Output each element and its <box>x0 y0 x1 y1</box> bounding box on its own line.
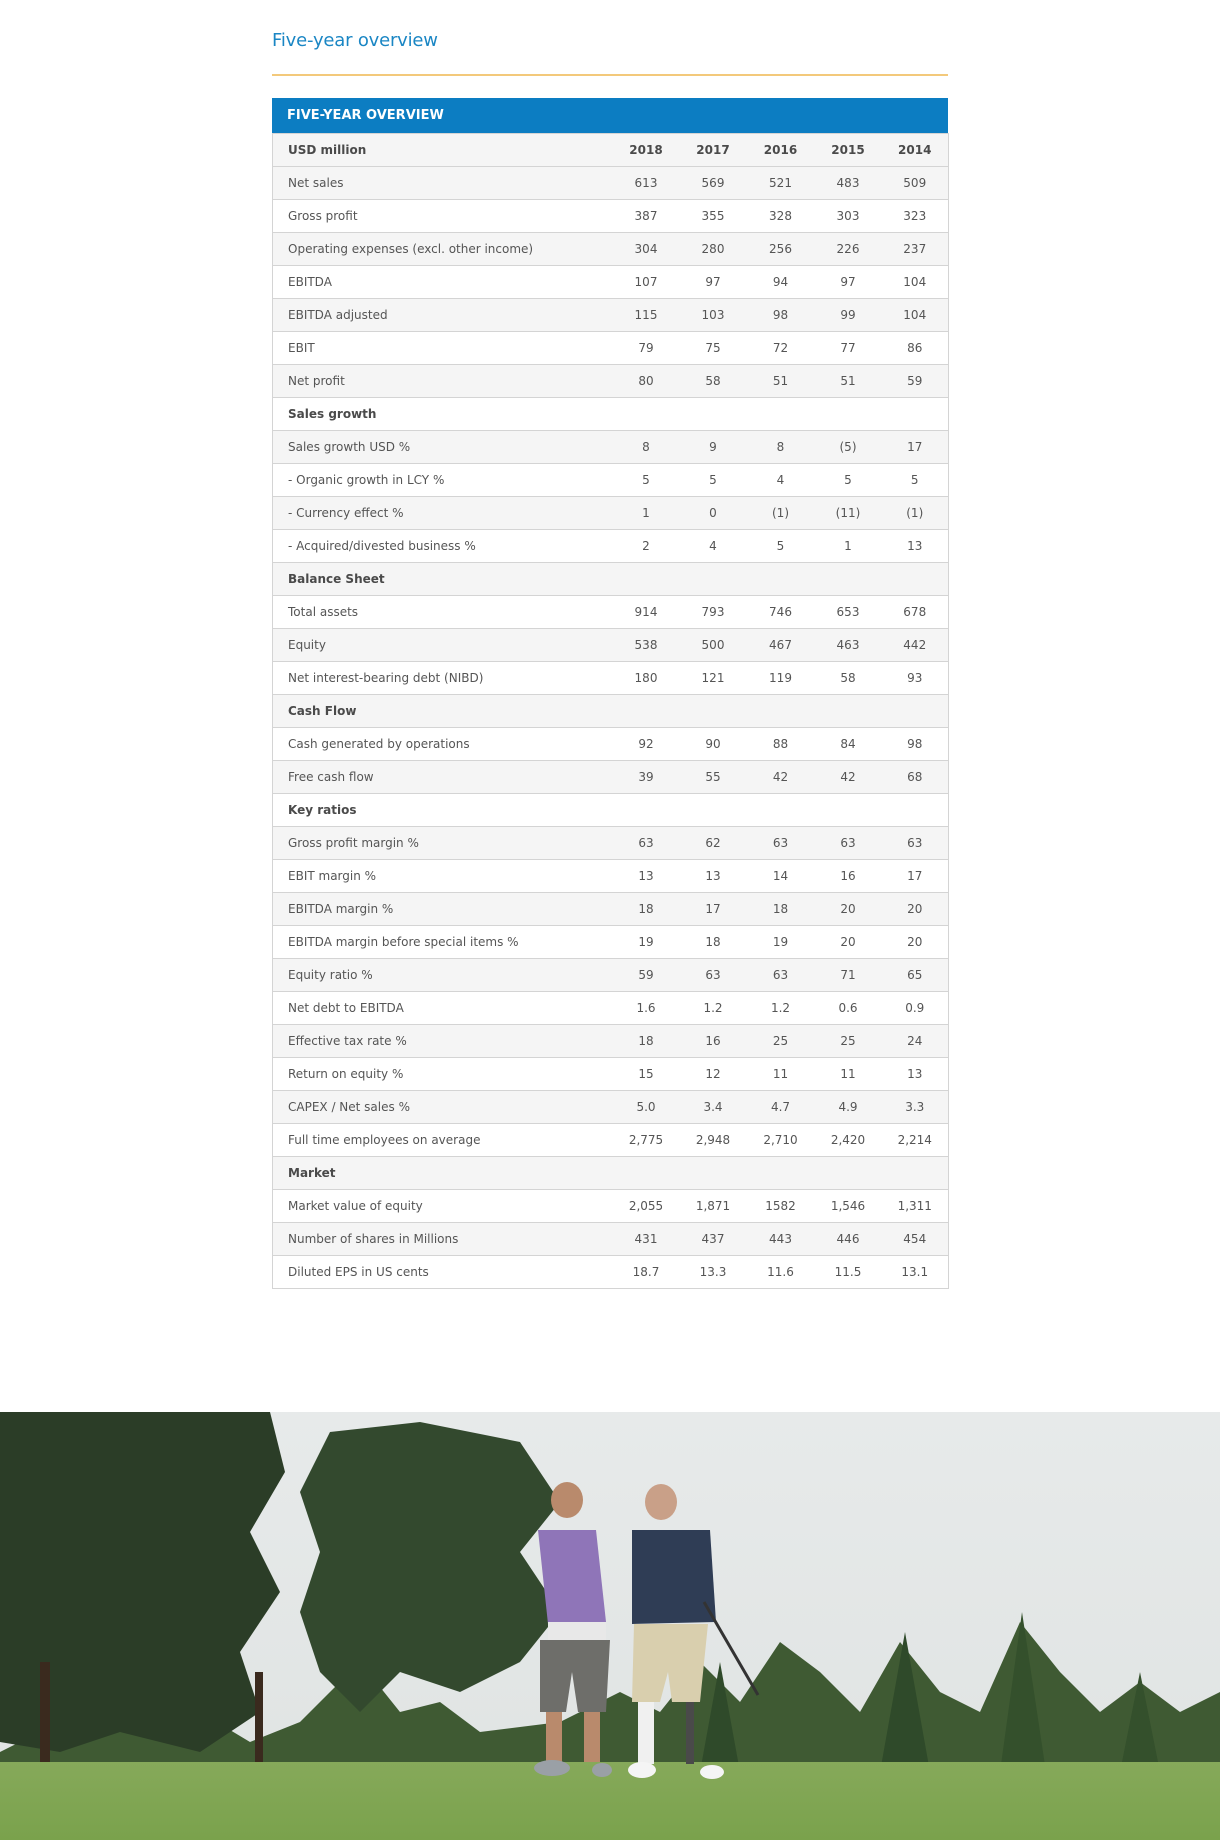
cell-value: 914 <box>613 596 680 629</box>
table-row <box>273 200 949 233</box>
cell-value: 99 <box>815 299 882 332</box>
cell-value: 17 <box>680 893 747 926</box>
cell-value: 107 <box>613 266 680 299</box>
table-banner: FIVE-YEAR OVERVIEW <box>272 98 948 133</box>
cell-value: 746 <box>747 596 815 629</box>
cell-value: 1.2 <box>747 992 815 1025</box>
cell-value: 387 <box>613 200 680 233</box>
table-row <box>273 662 949 695</box>
cell-value: 90 <box>680 728 747 761</box>
cell-value: 8 <box>613 431 680 464</box>
cell-value: 454 <box>882 1223 949 1256</box>
cell-value: 55 <box>680 761 747 794</box>
cell-value: 59 <box>882 365 949 398</box>
row-label: Operating expenses (excl. other income) <box>273 233 613 266</box>
cell-value: 24 <box>882 1025 949 1058</box>
table-row <box>273 596 949 629</box>
row-label: Market value of equity <box>273 1190 613 1223</box>
cell-value: 446 <box>815 1223 882 1256</box>
cell-value <box>680 563 747 596</box>
cell-value <box>747 1157 815 1190</box>
cell-value: 509 <box>882 167 949 200</box>
row-label: EBITDA <box>273 266 613 299</box>
cell-value: 63 <box>882 827 949 860</box>
cell-value <box>747 563 815 596</box>
cell-value: 104 <box>882 266 949 299</box>
column-header: 2015 <box>815 134 882 167</box>
row-label: Gross profit <box>273 200 613 233</box>
row-label: Net debt to EBITDA <box>273 992 613 1025</box>
cell-value <box>882 1157 949 1190</box>
cell-value: 93 <box>882 662 949 695</box>
data-table <box>272 133 949 1289</box>
table-row <box>273 1223 949 1256</box>
cell-value <box>747 695 815 728</box>
cell-value: 80 <box>613 365 680 398</box>
cell-value: 15 <box>613 1058 680 1091</box>
row-label: - Currency effect % <box>273 497 613 530</box>
cell-value: 68 <box>882 761 949 794</box>
table-row <box>273 728 949 761</box>
cell-value: (1) <box>882 497 949 530</box>
cell-value: 226 <box>815 233 882 266</box>
row-label: EBITDA margin before special items % <box>273 926 613 959</box>
cell-value: 256 <box>747 233 815 266</box>
cell-value: 2,214 <box>882 1124 949 1157</box>
cell-value: 63 <box>747 827 815 860</box>
cell-value: 2,948 <box>680 1124 747 1157</box>
page-title: Five-year overview <box>272 30 438 51</box>
table-row <box>273 299 949 332</box>
column-header: USD million <box>273 134 613 167</box>
cell-value: 4 <box>747 464 815 497</box>
cell-value <box>613 695 680 728</box>
cell-value: 5.0 <box>613 1091 680 1124</box>
cell-value: 2,420 <box>815 1124 882 1157</box>
cell-value: 63 <box>815 827 882 860</box>
table-row <box>273 233 949 266</box>
section-label: Key ratios <box>273 794 613 827</box>
cell-value <box>680 794 747 827</box>
cell-value: 303 <box>815 200 882 233</box>
cell-value: 92 <box>613 728 680 761</box>
cell-value: 13.1 <box>882 1256 949 1289</box>
section-label: Balance Sheet <box>273 563 613 596</box>
row-label: Full time employees on average <box>273 1124 613 1157</box>
cell-value: 12 <box>680 1058 747 1091</box>
table-row <box>273 497 949 530</box>
column-header: 2017 <box>680 134 747 167</box>
cell-value: 86 <box>882 332 949 365</box>
table-row <box>273 1190 949 1223</box>
cell-value <box>815 398 882 431</box>
cell-value: 77 <box>815 332 882 365</box>
table-row <box>273 629 949 662</box>
cell-value: 20 <box>882 893 949 926</box>
cell-value: 1,311 <box>882 1190 949 1223</box>
cell-value: 98 <box>882 728 949 761</box>
cell-value: 17 <box>882 860 949 893</box>
cell-value: 5 <box>882 464 949 497</box>
cell-value: 2,710 <box>747 1124 815 1157</box>
row-label: Number of shares in Millions <box>273 1223 613 1256</box>
row-label: - Acquired/divested business % <box>273 530 613 563</box>
table-row <box>273 761 949 794</box>
cell-value: 653 <box>815 596 882 629</box>
cell-value: 19 <box>613 926 680 959</box>
cell-value: 88 <box>747 728 815 761</box>
cell-value: 328 <box>747 200 815 233</box>
table-row <box>273 926 949 959</box>
golfers-photo <box>0 1412 1220 1840</box>
row-label: Return on equity % <box>273 1058 613 1091</box>
table-section-row <box>273 398 949 431</box>
cell-value: 18 <box>747 893 815 926</box>
cell-value: 18 <box>613 893 680 926</box>
cell-value: 58 <box>680 365 747 398</box>
cell-value <box>882 398 949 431</box>
title-divider <box>272 74 948 76</box>
cell-value: 11 <box>815 1058 882 1091</box>
cell-value: 25 <box>747 1025 815 1058</box>
cell-value: (11) <box>815 497 882 530</box>
cell-value: 121 <box>680 662 747 695</box>
cell-value: 483 <box>815 167 882 200</box>
table-row <box>273 530 949 563</box>
section-label: Sales growth <box>273 398 613 431</box>
row-label: Net interest-bearing debt (NIBD) <box>273 662 613 695</box>
table-row <box>273 167 949 200</box>
cell-value: 538 <box>613 629 680 662</box>
cell-value: 4.7 <box>747 1091 815 1124</box>
cell-value: 2,775 <box>613 1124 680 1157</box>
cell-value: 75 <box>680 332 747 365</box>
cell-value: 5 <box>747 530 815 563</box>
table-section-row <box>273 794 949 827</box>
cell-value <box>882 695 949 728</box>
cell-value: 2 <box>613 530 680 563</box>
column-header: 2014 <box>882 134 949 167</box>
cell-value: 442 <box>882 629 949 662</box>
cell-value: 280 <box>680 233 747 266</box>
cell-value: 355 <box>680 200 747 233</box>
cell-value: 20 <box>815 926 882 959</box>
cell-value: 13 <box>882 1058 949 1091</box>
cell-value: 5 <box>815 464 882 497</box>
table-row <box>273 992 949 1025</box>
cell-value: 19 <box>747 926 815 959</box>
table-row <box>273 1091 949 1124</box>
cell-value: 1582 <box>747 1190 815 1223</box>
cell-value: 180 <box>613 662 680 695</box>
cell-value: 18 <box>680 926 747 959</box>
cell-value: 613 <box>613 167 680 200</box>
row-label: EBIT margin % <box>273 860 613 893</box>
row-label: EBITDA margin % <box>273 893 613 926</box>
row-label: Net profit <box>273 365 613 398</box>
cell-value <box>815 563 882 596</box>
row-label: Sales growth USD % <box>273 431 613 464</box>
table-row <box>273 827 949 860</box>
cell-value: 97 <box>815 266 882 299</box>
cell-value: 11 <box>747 1058 815 1091</box>
section-label: Cash Flow <box>273 695 613 728</box>
row-label: Total assets <box>273 596 613 629</box>
cell-value: 39 <box>613 761 680 794</box>
cell-value: 18.7 <box>613 1256 680 1289</box>
cell-value: 13 <box>882 530 949 563</box>
cell-value: 62 <box>680 827 747 860</box>
cell-value: 104 <box>882 299 949 332</box>
cell-value <box>815 1157 882 1190</box>
cell-value: 42 <box>815 761 882 794</box>
cell-value: 5 <box>613 464 680 497</box>
cell-value: 1,546 <box>815 1190 882 1223</box>
cell-value: 2,055 <box>613 1190 680 1223</box>
row-label: Net sales <box>273 167 613 200</box>
cell-value: 98 <box>747 299 815 332</box>
table-row <box>273 959 949 992</box>
table-header-row <box>273 134 949 167</box>
row-label: Effective tax rate % <box>273 1025 613 1058</box>
cell-value: 84 <box>815 728 882 761</box>
table-section-row <box>273 563 949 596</box>
cell-value <box>815 794 882 827</box>
cell-value: 20 <box>815 893 882 926</box>
cell-value <box>613 1157 680 1190</box>
section-label: Market <box>273 1157 613 1190</box>
cell-value: 1.6 <box>613 992 680 1025</box>
cell-value: 3.4 <box>680 1091 747 1124</box>
cell-value: 11.5 <box>815 1256 882 1289</box>
cell-value <box>747 398 815 431</box>
row-label: - Organic growth in LCY % <box>273 464 613 497</box>
cell-value <box>680 398 747 431</box>
table-row <box>273 1058 949 1091</box>
cell-value: 467 <box>747 629 815 662</box>
row-label: CAPEX / Net sales % <box>273 1091 613 1124</box>
row-label: Free cash flow <box>273 761 613 794</box>
cell-value <box>613 398 680 431</box>
cell-value <box>680 1157 747 1190</box>
cell-value: 59 <box>613 959 680 992</box>
cell-value: 63 <box>747 959 815 992</box>
table-row <box>273 464 949 497</box>
cell-value: 14 <box>747 860 815 893</box>
cell-value: 5 <box>680 464 747 497</box>
table-row <box>273 266 949 299</box>
cell-value: 13.3 <box>680 1256 747 1289</box>
cell-value: 304 <box>613 233 680 266</box>
cell-value <box>882 563 949 596</box>
cell-value <box>613 563 680 596</box>
cell-value: 431 <box>613 1223 680 1256</box>
cell-value: 500 <box>680 629 747 662</box>
golf-course-image <box>0 1412 1220 1840</box>
cell-value: 4 <box>680 530 747 563</box>
cell-value: 443 <box>747 1223 815 1256</box>
table-row <box>273 893 949 926</box>
cell-value: 1 <box>815 530 882 563</box>
row-label: Equity <box>273 629 613 662</box>
cell-value <box>882 794 949 827</box>
cell-value: 18 <box>613 1025 680 1058</box>
cell-value: 51 <box>815 365 882 398</box>
cell-value: 0.9 <box>882 992 949 1025</box>
row-label: Cash generated by operations <box>273 728 613 761</box>
cell-value: 20 <box>882 926 949 959</box>
cell-value: 94 <box>747 266 815 299</box>
cell-value: 13 <box>680 860 747 893</box>
table-row <box>273 1256 949 1289</box>
cell-value: 569 <box>680 167 747 200</box>
cell-value: (5) <box>815 431 882 464</box>
cell-value: 25 <box>815 1025 882 1058</box>
cell-value: 3.3 <box>882 1091 949 1124</box>
cell-value: 793 <box>680 596 747 629</box>
row-label: EBITDA adjusted <box>273 299 613 332</box>
row-label: Gross profit margin % <box>273 827 613 860</box>
row-label: Equity ratio % <box>273 959 613 992</box>
cell-value: 8 <box>747 431 815 464</box>
cell-value: 1.2 <box>680 992 747 1025</box>
cell-value: 17 <box>882 431 949 464</box>
cell-value: 115 <box>613 299 680 332</box>
cell-value: 13 <box>613 860 680 893</box>
cell-value: 119 <box>747 662 815 695</box>
table-row <box>273 1124 949 1157</box>
cell-value: 16 <box>680 1025 747 1058</box>
cell-value: 65 <box>882 959 949 992</box>
five-year-overview-table <box>272 98 948 1289</box>
cell-value: 463 <box>815 629 882 662</box>
cell-value: 1,871 <box>680 1190 747 1223</box>
cell-value <box>815 695 882 728</box>
column-header: 2018 <box>613 134 680 167</box>
cell-value: 16 <box>815 860 882 893</box>
table-row <box>273 365 949 398</box>
table-row <box>273 332 949 365</box>
cell-value: (1) <box>747 497 815 530</box>
row-label: Diluted EPS in US cents <box>273 1256 613 1289</box>
cell-value: 9 <box>680 431 747 464</box>
cell-value: 103 <box>680 299 747 332</box>
cell-value: 97 <box>680 266 747 299</box>
table-body <box>273 167 949 1289</box>
cell-value: 323 <box>882 200 949 233</box>
cell-value: 437 <box>680 1223 747 1256</box>
row-label: EBIT <box>273 332 613 365</box>
cell-value: 0.6 <box>815 992 882 1025</box>
cell-value: 63 <box>613 827 680 860</box>
cell-value: 0 <box>680 497 747 530</box>
table-row <box>273 431 949 464</box>
cell-value: 63 <box>680 959 747 992</box>
cell-value: 71 <box>815 959 882 992</box>
cell-value: 237 <box>882 233 949 266</box>
cell-value: 42 <box>747 761 815 794</box>
cell-value <box>613 794 680 827</box>
column-header: 2016 <box>747 134 815 167</box>
table-row <box>273 1025 949 1058</box>
cell-value: 72 <box>747 332 815 365</box>
cell-value: 1 <box>613 497 680 530</box>
cell-value: 58 <box>815 662 882 695</box>
table-section-row <box>273 1157 949 1190</box>
cell-value: 11.6 <box>747 1256 815 1289</box>
table-row <box>273 860 949 893</box>
cell-value <box>680 695 747 728</box>
cell-value: 521 <box>747 167 815 200</box>
cell-value <box>747 794 815 827</box>
table-section-row <box>273 695 949 728</box>
cell-value: 678 <box>882 596 949 629</box>
cell-value: 4.9 <box>815 1091 882 1124</box>
cell-value: 79 <box>613 332 680 365</box>
cell-value: 51 <box>747 365 815 398</box>
